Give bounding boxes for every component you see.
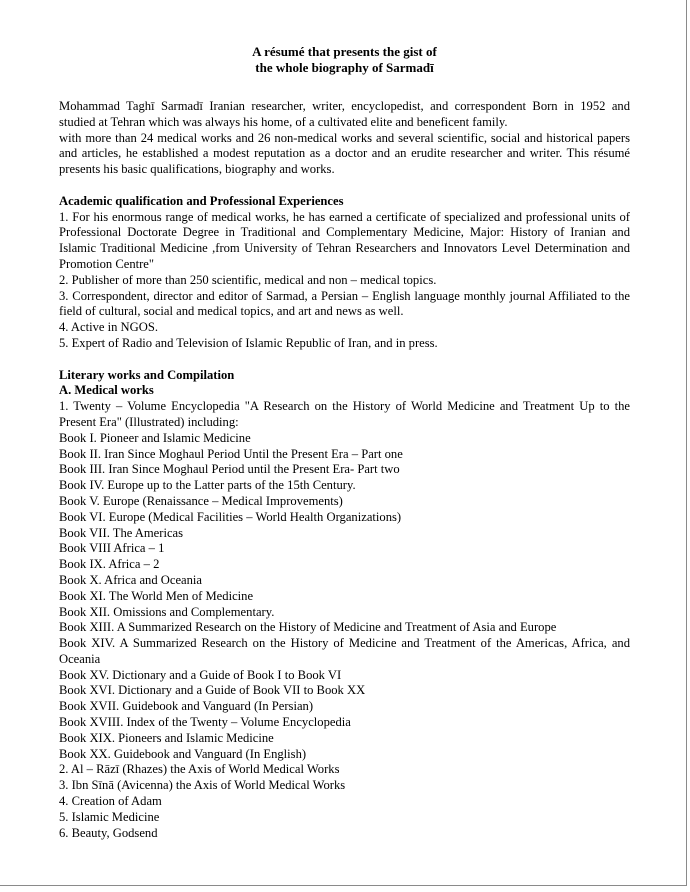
medical-works-subheading: A. Medical works — [59, 383, 154, 398]
medical-work-item: 3. Ibn Sīnā (Avicenna) the Axis of World Medical Works — [59, 778, 346, 793]
medical-work-item: Book XII. Omissions and Complementary. — [59, 604, 275, 619]
academic-section — [59, 194, 630, 352]
medical-work-item: 2. Al – Rāzī (Rhazes) the Axis of World Medical Works — [59, 762, 340, 777]
medical-work-item: Book IX. Africa – 2 — [59, 557, 160, 572]
medical-work-item: Book IV. Europe up to the Latter parts of the 15th Century. — [59, 478, 356, 493]
literary-section — [59, 368, 630, 842]
medical-work-item: Book XI. The World Men of Medicine — [59, 588, 254, 603]
medical-work-item: 4. Creation of Adam — [59, 794, 162, 809]
spacer — [59, 178, 630, 194]
medical-work-item: Book XVII. Guidebook and Vanguard (In Persian) — [59, 699, 314, 714]
medical-work-item: Book VI. Europe (Medical Facilities – World Health Organizations) — [59, 509, 402, 524]
medical-work-item: Book I. Pioneer and Islamic Medicine — [59, 430, 251, 445]
medical-works-list — [59, 399, 630, 841]
title-line-2: the whole biography of Sarmadī — [255, 60, 434, 75]
intro-section — [59, 99, 630, 178]
academic-item: 2. Publisher of more than 250 scientific, medical and non – medical topics. — [59, 272, 437, 287]
document-content — [59, 44, 630, 841]
spacer — [59, 352, 630, 368]
academic-item: 3. Correspondent, director and editor of Sarmad, a Persian – English language monthly journal Affiliated to the field of cultural, social and medical topics, and art and news as well. — [59, 288, 630, 319]
academic-item: 5. Expert of Radio and Television of Islamic Republic of Iran, and in press. — [59, 335, 438, 350]
academic-heading: Academic qualification and Professional Experiences — [59, 193, 344, 208]
medical-work-item: Book VII. The Americas — [59, 525, 184, 540]
medical-work-item: Book III. Iran Since Moghaul Period until the Present Era- Part two — [59, 462, 400, 477]
medical-work-item: Book X. Africa and Oceania — [59, 572, 203, 587]
medical-work-item: Book II. Iran Since Moghaul Period Until the Present Era – Part one — [59, 446, 403, 461]
medical-work-item: Book V. Europe (Renaissance – Medical Improvements) — [59, 493, 343, 508]
intro-paragraph-1: Mohammad Taghī Sarmadī Iranian researcher, writer, encyclopedist, and correspondent Born in 1952 and studied at Tehran which was always his home, of a cultivated elite and beneficent family. — [59, 99, 630, 129]
medical-work-item: Book XIII. A Summarized Research on the History of Medicine and Treatment of Asia and Europe — [59, 620, 557, 635]
academic-item: 1. For his enormous range of medical works, he has earned a certificate of specialized and professional units of Professional Doctorate Degree in Traditional and Complementary Medicine, Major: History of Iranian and Islamic Traditional Medicine ,from University of Tehran Researchers and Innovators Level Determination and Promotion Centre" — [59, 209, 630, 271]
medical-work-item: Book VIII Africa – 1 — [59, 541, 165, 556]
academic-item: 4. Active in NGOS. — [59, 320, 158, 335]
medical-work-item: Book XV. Dictionary and a Guide of Book I to Book VI — [59, 667, 342, 682]
medical-work-item: Book XVIII. Index of the Twenty – Volume Encyclopedia — [59, 715, 351, 730]
document-title — [59, 44, 630, 76]
medical-work-item: 6. Beauty, Godsend — [59, 825, 158, 840]
literary-heading: Literary works and Compilation — [59, 367, 235, 382]
medical-work-item: Book XIX. Pioneers and Islamic Medicine — [59, 730, 274, 745]
title-line-1: A résumé that presents the gist of — [252, 44, 437, 59]
medical-work-item: 5. Islamic Medicine — [59, 809, 160, 824]
medical-work-item: 1. Twenty – Volume Encyclopedia "A Research on the History of World Medicine and Treatment Up to the Present Era" (Illustrated) including: — [59, 399, 630, 429]
medical-work-item: Book XVI. Dictionary and a Guide of Book VII to Book XX — [59, 683, 366, 698]
intro-paragraph-2: with more than 24 medical works and 26 non-medical works and several scientific, social and historical papers and articles, he established a modest reputation as a doctor and an erudite researcher and writer. This résumé presents his basic qualifications, biography and works. — [59, 130, 630, 177]
medical-work-item: Book XIV. A Summarized Research on the History of Medicine and Treatment of the Americas, Africa, and Oceania — [59, 636, 630, 666]
medical-work-item: Book XX. Guidebook and Vanguard (In English) — [59, 746, 307, 761]
